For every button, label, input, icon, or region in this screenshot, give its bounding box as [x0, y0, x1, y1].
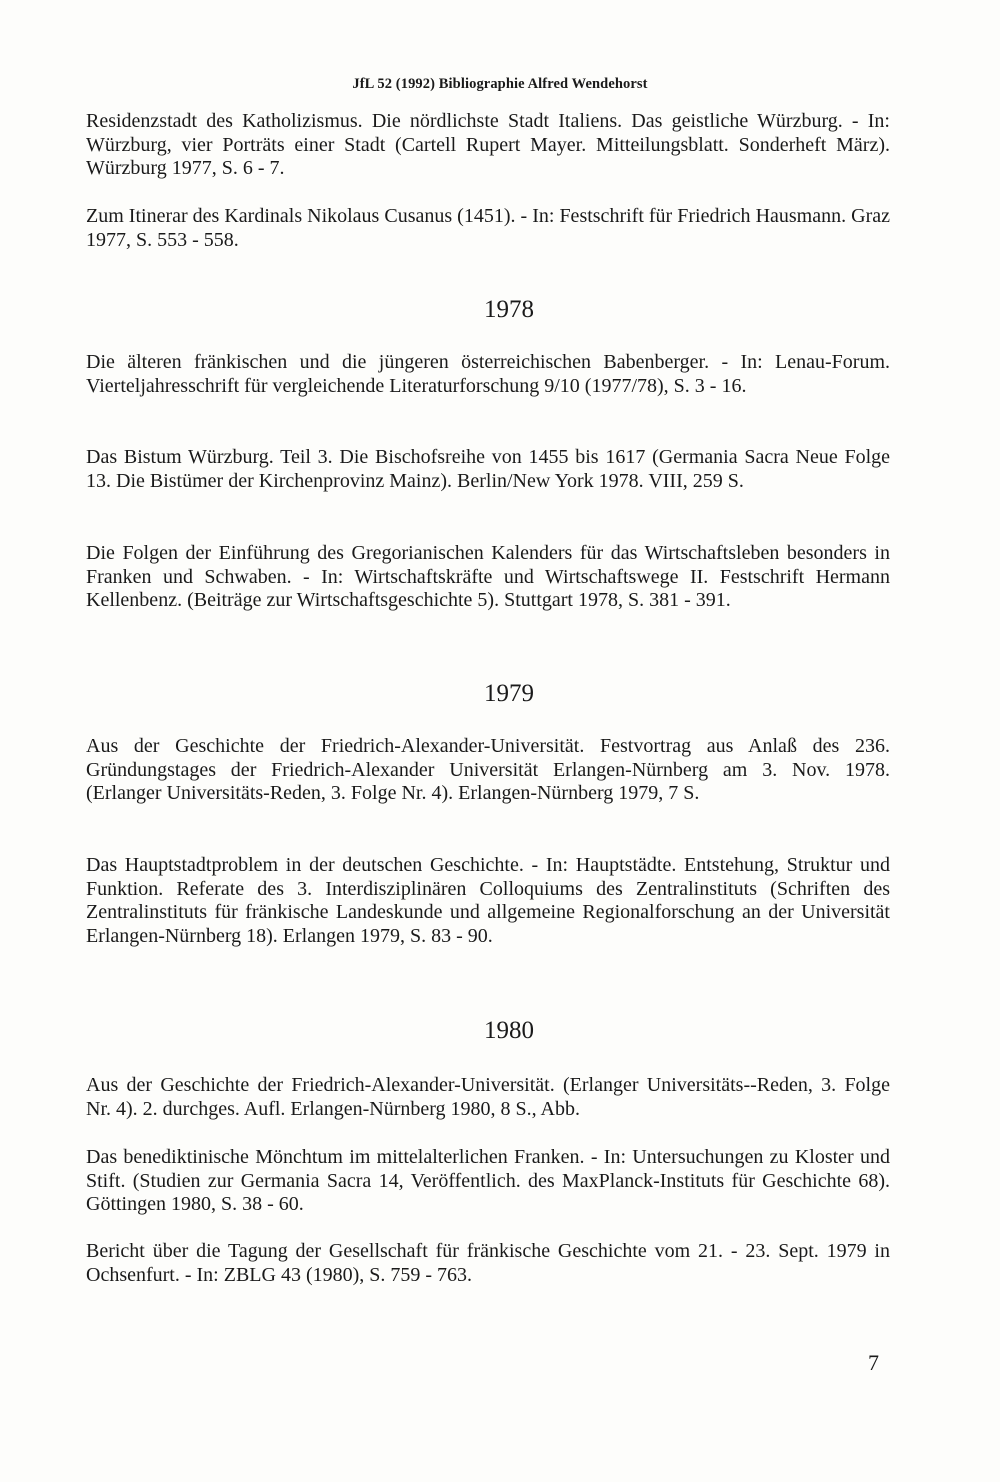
- bibliography-entry: Das benediktinische Mönchtum im mittelalterlichen Franken. - In: Untersuchungen zu Kloster und Stift. (Studien zur Germania Sacra 14, Veröffentlich. des MaxPlanck-Instituts für Geschichte 68). Göttingen 1980, S. 38 - 60.: [86, 1146, 890, 1215]
- bibliography-entry: Die älteren fränkischen und die jüngeren österreichischen Babenberger. - In: Lenau-Forum. Vierteljahresschrift für vergleichende Literaturforschung 9/10 (1977/78), S. 3 - 16.: [86, 351, 890, 397]
- year-heading-1980: 1980: [484, 1017, 534, 1044]
- bibliography-entry: Aus der Geschichte der Friedrich-Alexander-Universität. Festvortrag aus Anlaß des 236. Gründungstages der Friedrich-Alexander Universität Erlangen-Nürnberg am 3. Nov. 1978. (Erlanger Universitäts-Reden, 3. Folge Nr. 4). Erlangen-Nürnberg 1979, 7 S.: [86, 735, 890, 804]
- bibliography-entry: Zum Itinerar des Kardinals Nikolaus Cusanus (1451). - In: Festschrift für Friedrich Hausmann. Graz 1977, S. 553 - 558.: [86, 205, 890, 251]
- bibliography-entry: Residenzstadt des Katholizismus. Die nördlichste Stadt Italiens. Das geistliche Würzburg. - In: Würzburg, vier Porträts einer Stadt (Cartell Rupert Mayer. Mitteilungsblatt. Sonderheft März). Würzburg 1977, S. 6 - 7.: [86, 110, 890, 179]
- running-head: JfL 52 (1992) Bibliographie Alfred Wendehorst: [352, 76, 648, 92]
- bibliography-entry: Das Hauptstadtproblem in der deutschen Geschichte. - In: Hauptstädte. Entstehung, Struktur und Funktion. Referate des 3. Interdisziplinären Colloquiums des Zentralinstituts (Schriften des Zentralinstituts für fränkische Landeskunde und allgemeine Regionalforschung an der Universität Erlangen-Nürnberg 18). Erlangen 1979, S. 83 - 90.: [86, 854, 890, 947]
- year-heading-1979: 1979: [484, 680, 534, 707]
- bibliography-entry: Aus der Geschichte der Friedrich-Alexander-Universität. (Erlanger Universitäts--Reden, 3. Folge Nr. 4). 2. durchges. Aufl. Erlangen-Nürnberg 1980, 8 S., Abb.: [86, 1074, 890, 1120]
- bibliography-entry: Bericht über die Tagung der Gesellschaft für fränkische Geschichte vom 21. - 23. Sept. 1979 in Ochsenfurt. - In: ZBLG 43 (1980), S. 759 - 763.: [86, 1240, 890, 1286]
- bibliography-entry: Die Folgen der Einführung des Gregorianischen Kalenders für das Wirtschaftsleben besonders in Franken und Schwaben. - In: Wirtschaftskräfte und Wirtschaftswege II. Festschrift Hermann Kellenbenz. (Beiträge zur Wirtschaftsgeschichte 5). Stuttgart 1978, S. 381 - 391.: [86, 542, 890, 611]
- year-heading-1978: 1978: [484, 296, 534, 323]
- bibliography-entry: Das Bistum Würzburg. Teil 3. Die Bischofsreihe von 1455 bis 1617 (Germania Sacra Neue Folge 13. Die Bistümer der Kirchenprovinz Mainz). Berlin/New York 1978. VIII, 259 S.: [86, 446, 890, 492]
- page-number: 7: [868, 1350, 879, 1375]
